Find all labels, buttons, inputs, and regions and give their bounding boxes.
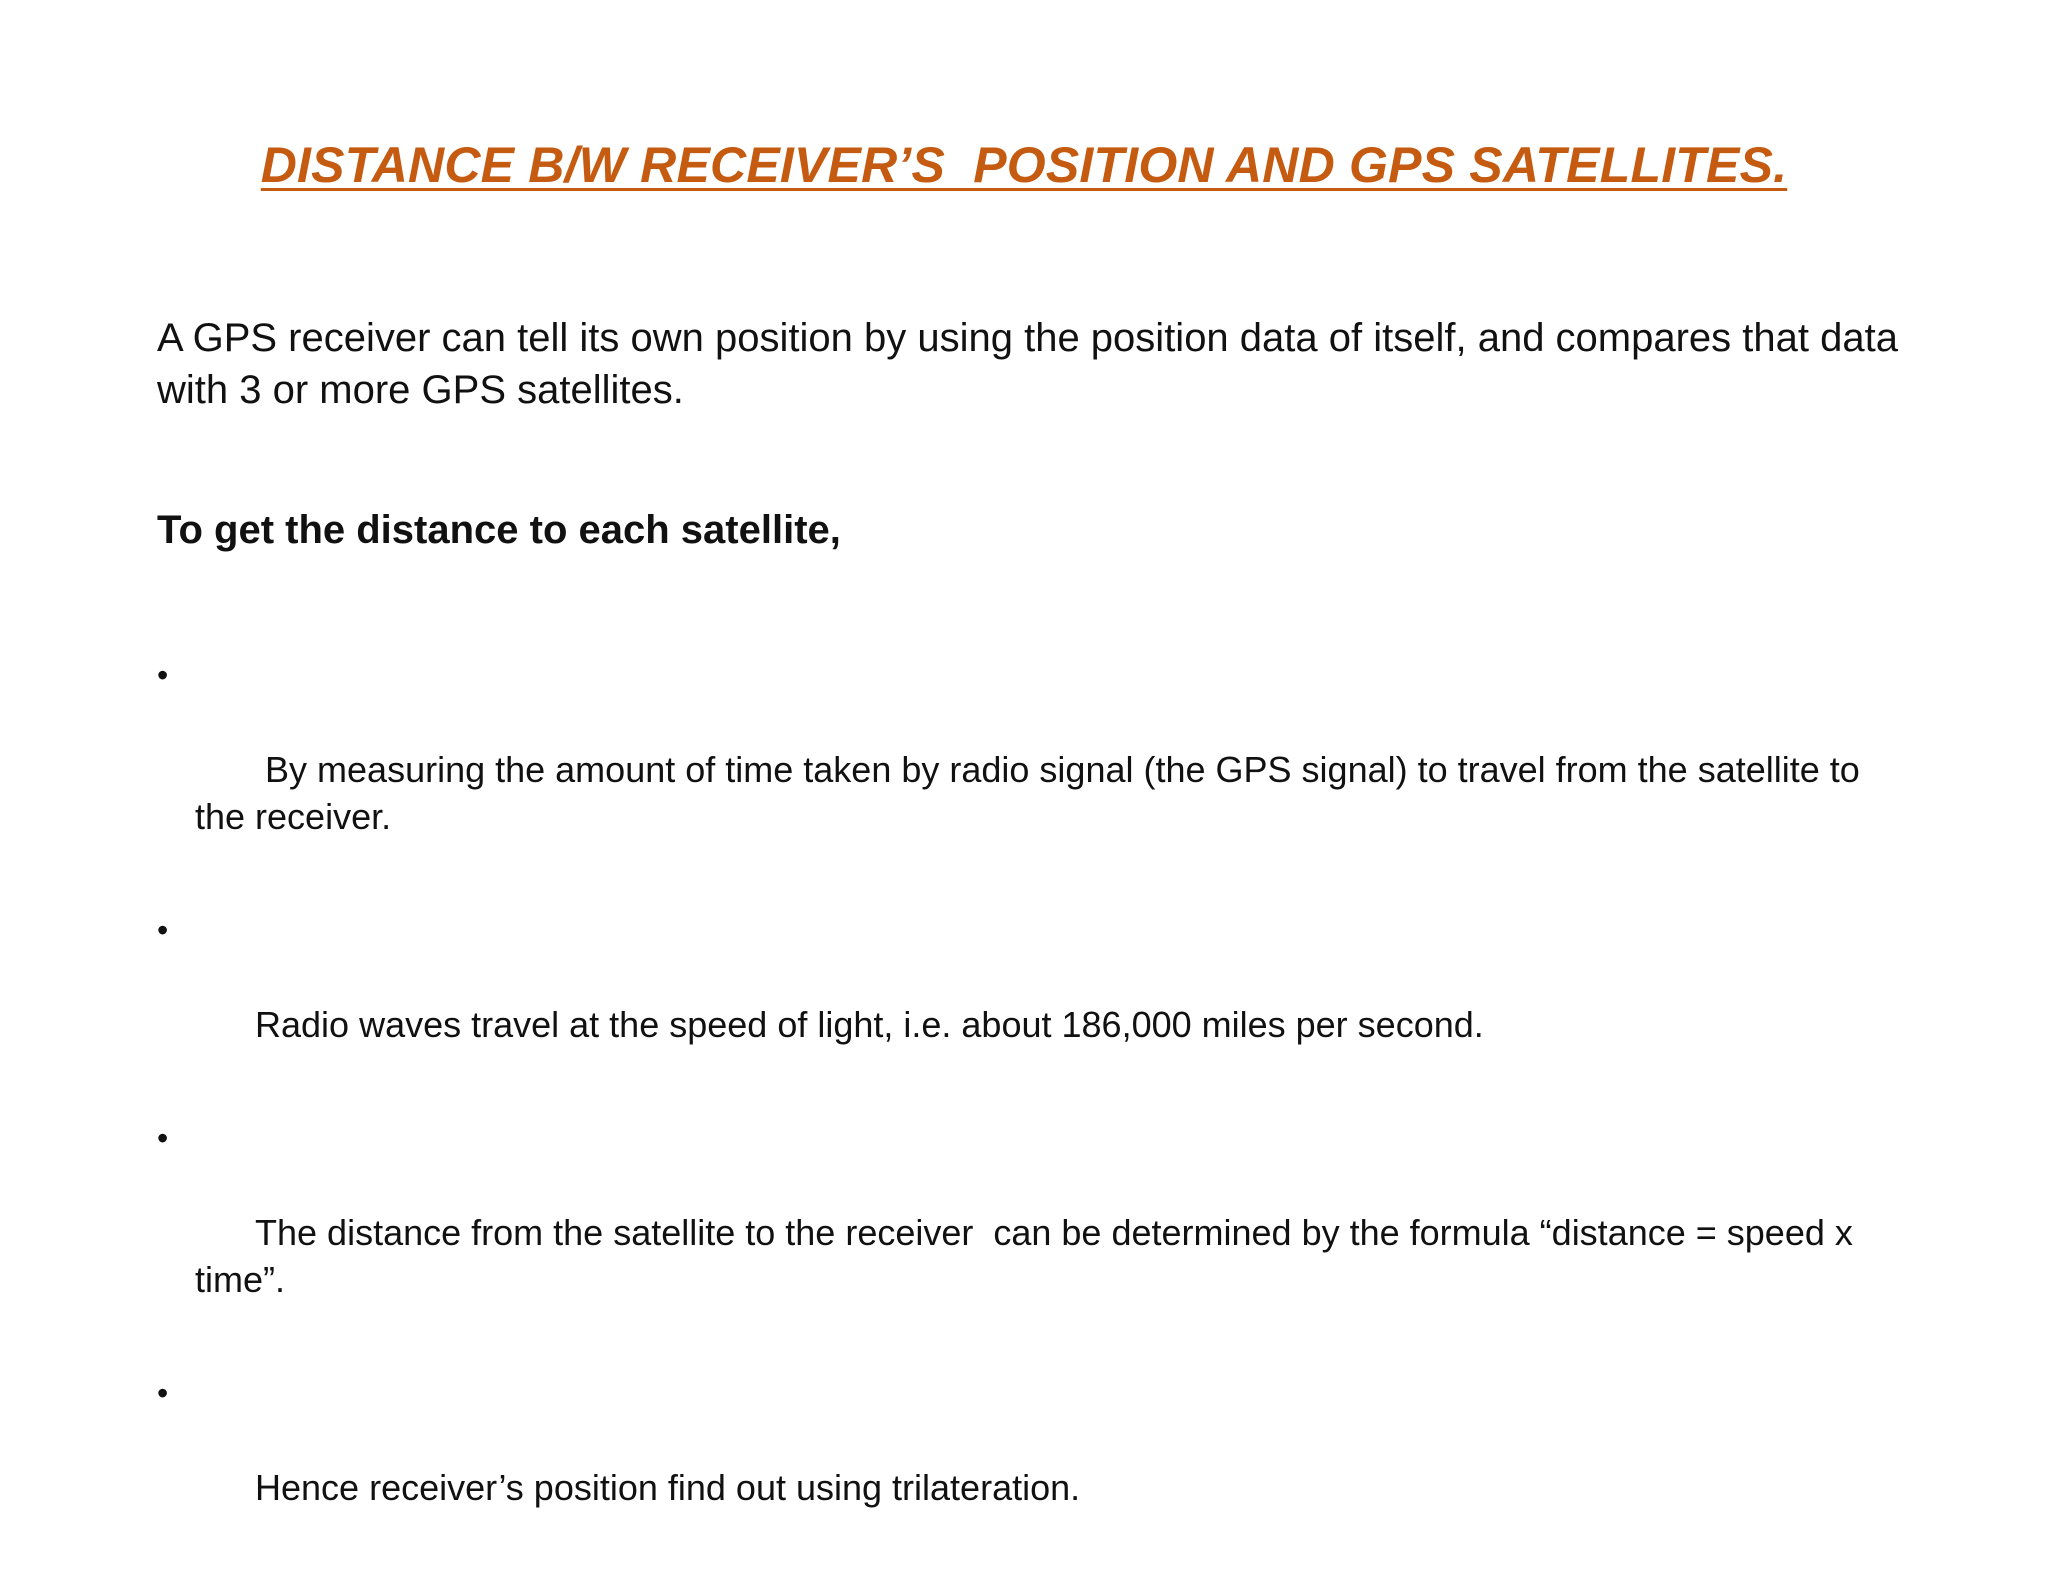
bullet-icon: • [157, 657, 169, 693]
bullet-text: By measuring the amount of time taken by radio signal (the GPS signal) to travel from the satellite to the receiver. [195, 749, 1870, 837]
bullet-item [157, 652, 1917, 887]
bullet-icon: • [157, 912, 169, 948]
bullet-item [157, 907, 1917, 1095]
subheading: To get the distance to each satellite, [157, 508, 841, 552]
bullet-item [157, 1115, 1917, 1350]
bullet-list [157, 652, 1917, 1578]
bullet-item [157, 1370, 1917, 1558]
bullet-text: Radio waves travel at the speed of light, i.e. about 186,000 miles per second. [255, 1004, 1484, 1045]
slide-title: DISTANCE B/W RECEIVER’S POSITION AND GPS SATELLITES. [260, 137, 1788, 193]
bullet-icon: • [157, 1375, 169, 1411]
bullet-text: The distance from the satellite to the receiver can be determined by the formula “distance = speed x time”. [195, 1212, 1863, 1300]
bullet-text: Hence receiver’s position find out using trilateration. [255, 1467, 1081, 1508]
intro-paragraph: A GPS receiver can tell its own position by using the position data of itself, and compares that data with 3 or more GPS satellites. [157, 316, 1898, 412]
bullet-icon: • [157, 1120, 169, 1156]
